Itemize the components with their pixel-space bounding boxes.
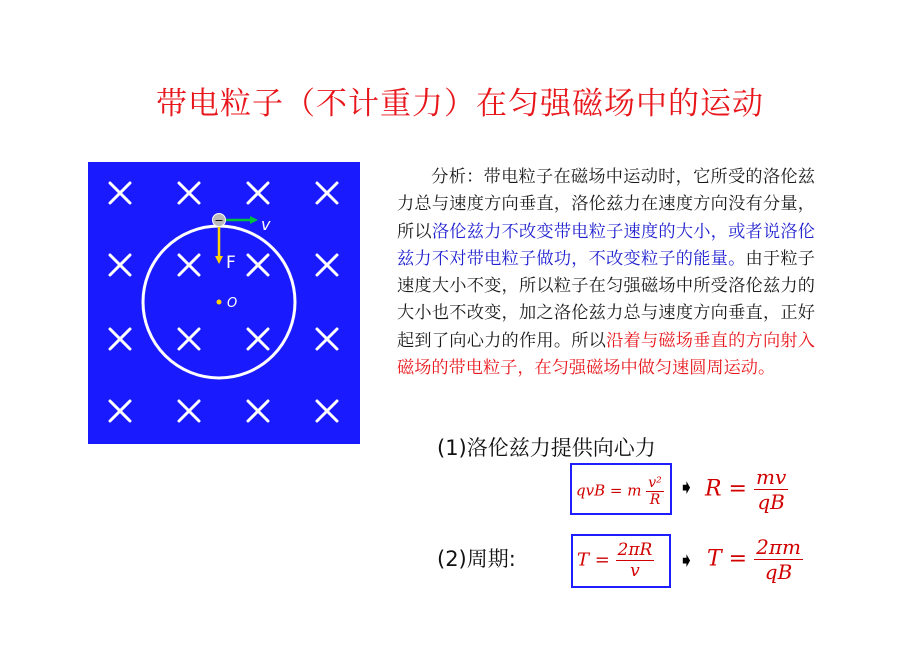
result-2 [707,535,803,584]
field-cross-icon [248,329,268,349]
result2-num: 2πm [756,535,801,559]
field-cross-icon [317,183,337,203]
velocity-label: v [261,215,271,234]
result2-lhs: T = [707,546,748,572]
field-cross-icon [179,183,199,203]
field-cross-icon [317,255,337,275]
field-cross-icon [179,401,199,421]
field-cross-icon [179,255,199,275]
analysis-part4: 沿着与磁场垂直的方向射入磁场的带电粒子，在匀强磁场中做匀速圆周运动。 [397,330,815,379]
page-title: 带电粒子（不计重力）在匀强磁场中的运动 [156,86,764,122]
field-cross-icon [317,401,337,421]
analysis-part1: 分析：带电粒子在磁场中运动时，它所受的洛伦兹力总与速度方向垂直，洛伦兹力在速度方向没有分量，所以 [397,167,815,242]
charge-sign: − [214,214,224,227]
field-cross-icon [110,255,130,275]
field-svg [88,162,360,444]
formula2-lhs: T = [577,549,610,571]
force-label: F [226,253,236,273]
field-cross-icon [248,401,268,421]
field-cross-icon [248,183,268,203]
result-1 [705,465,788,514]
velocity-arrowhead [250,216,258,224]
center-point [217,300,222,305]
field-cross-icon [248,255,268,275]
formula1-num: v² [648,475,662,491]
result2-den: qB [764,560,793,584]
implies-arrow-1: ➧ [678,475,695,499]
point-1: (1)洛伦兹力提供向心力 [437,436,656,460]
field-cross-icon [110,401,130,421]
field-cross-icon [110,183,130,203]
field-cross-icon [317,329,337,349]
formula2-num: 2πR [617,540,653,560]
result1-den: qB [757,490,785,514]
formula1-lhs: qvB = m [576,481,642,500]
implies-arrow-2: ➧ [678,548,695,572]
result1-lhs: R = [705,476,747,502]
point-2: (2)周期: [437,547,516,571]
result1-num: mv [756,465,787,489]
formula1-den: R [649,492,661,508]
center-label: O [227,296,238,311]
formula-box-2 [571,534,671,588]
field-cross-icon [179,329,199,349]
analysis-part2: 洛伦兹力不改变带电粒子速度的大小，或者说洛伦兹力不对带电粒子做功，不改变粒子的能量。 [397,221,815,269]
analysis-part3: 由于粒子速度大小不变，所以粒子在匀强磁场中所受洛伦兹力的大小也不改变，加之洛伦兹力总与速度方向垂直，正好起到了向心力的作用。所以 [397,248,815,351]
field-cross-icon [110,329,130,349]
magnetic-field-diagram [88,162,360,444]
force-arrowhead [215,256,223,264]
analysis-text [397,164,815,382]
formula2-den: v [630,561,640,581]
formula-box-1 [570,463,672,515]
